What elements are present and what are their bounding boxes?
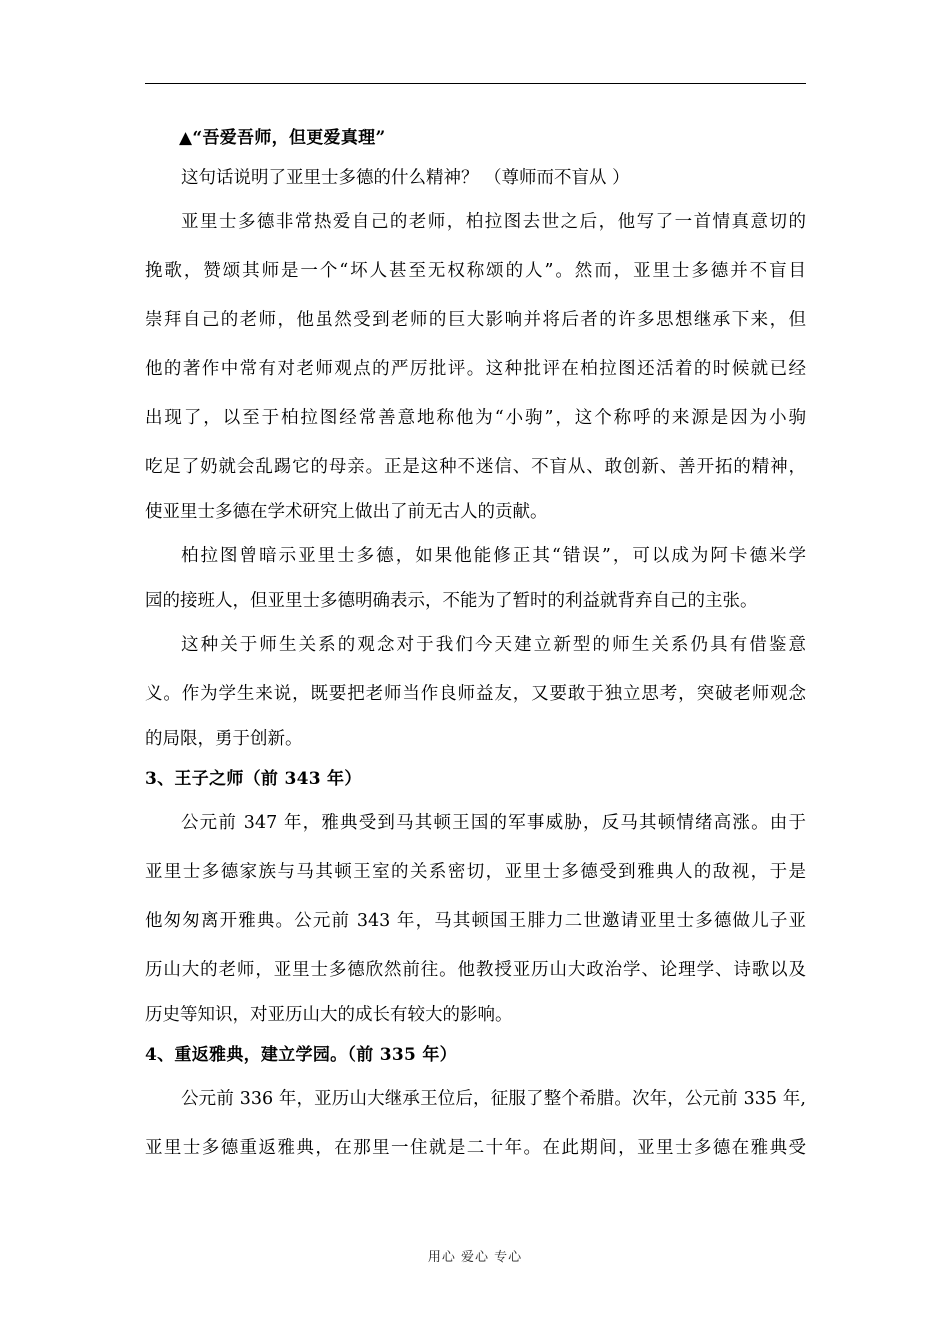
text-line: 吃足了奶就会乱踢它的母亲。正是这种不迷信、不盲从、敢创新、善开拓的精神， [145, 457, 806, 477]
text-line: 亚里士多德重返雅典，在那里一住就是二十年。在此期间，亚里士多德在雅典受 [145, 1138, 806, 1158]
section-3-heading: 3、王子之师（前 343 年） [145, 769, 362, 789]
paragraph-return-athens [145, 1075, 806, 1173]
text-line: 他匆匆离开雅典。公元前 343 年，马其顿国王腓力二世邀请亚里士多德做儿子亚 [145, 911, 806, 931]
text-line: 亚里士多德家族与马其顿王室的关系密切，亚里士多德受到雅典人的敌视，于是 [145, 862, 806, 882]
document-body [145, 118, 806, 1173]
text-line: 使亚里士多德在学术研究上做出了前无古人的贡献。 [145, 502, 548, 522]
text-line: 历史等知识，对亚历山大的成长有较大的影响。 [145, 1005, 513, 1025]
header-rule [145, 83, 806, 84]
paragraph-academy-successor [145, 532, 806, 621]
text-line: 亚里士多德非常热爱自己的老师，柏拉图去世之后，他写了一首情真意切的 [181, 212, 806, 232]
paragraph-teacher-love [145, 198, 806, 532]
text-line: 公元前 336 年，亚历山大继承王位后，征服了整个希腊。次年，公元前 335 年, [181, 1089, 806, 1109]
text-line: 这种关于师生关系的观念对于我们今天建立新型的师生关系仍具有借鉴意 [181, 635, 806, 655]
text-line: 崇拜自己的老师，他虽然受到老师的巨大影响并将后者的许多思想继承下来，但 [145, 310, 806, 330]
section-4-heading: 4、重返雅典，建立学园。（前 335 年） [145, 1045, 457, 1065]
text-line: 挽歌，赞颂其师是一个“坏人甚至无权称颂的人”。然而，亚里士多德并不盲目 [145, 261, 806, 281]
paragraph-prince-tutor [145, 799, 806, 1035]
text-line: 历山大的老师，亚里士多德欣然前往。他教授亚历山大政治学、论理学、诗歌以及 [145, 960, 806, 980]
paragraph-teacher-student-relation [145, 621, 806, 759]
question-line: 这句话说明了亚里士多德的什么精神？ （尊师而不盲从 ） [181, 168, 630, 188]
text-line: 柏拉图曾暗示亚里士多德，如果他能修正其“错误”，可以成为阿卡德米学 [181, 546, 806, 566]
text-line: 义。作为学生来说，既要把老师当作良师益友，又要敢于独立思考，突破老师观念 [145, 684, 806, 704]
text-line: 他的著作中常有对老师观点的严厉批评。这种批评在柏拉图还活着的时候就已经 [145, 359, 806, 379]
text-line: 出现了，以至于柏拉图经常善意地称他为“小驹”，这个称呼的来源是因为小驹 [145, 408, 806, 428]
text-line: 的局限，勇于创新。 [145, 729, 303, 749]
quote-heading: ▲“吾爱吾师，但更爱真理” [179, 128, 386, 148]
text-line: 公元前 347 年，雅典受到马其顿王国的军事威胁，反马其顿情绪高涨。由于 [181, 813, 806, 833]
text-line: 园的接班人，但亚里士多德明确表示，不能为了暂时的利益就背弃自己的主张。 [145, 591, 758, 611]
page-footer: 用心 爱心 专心 [427, 1250, 523, 1265]
